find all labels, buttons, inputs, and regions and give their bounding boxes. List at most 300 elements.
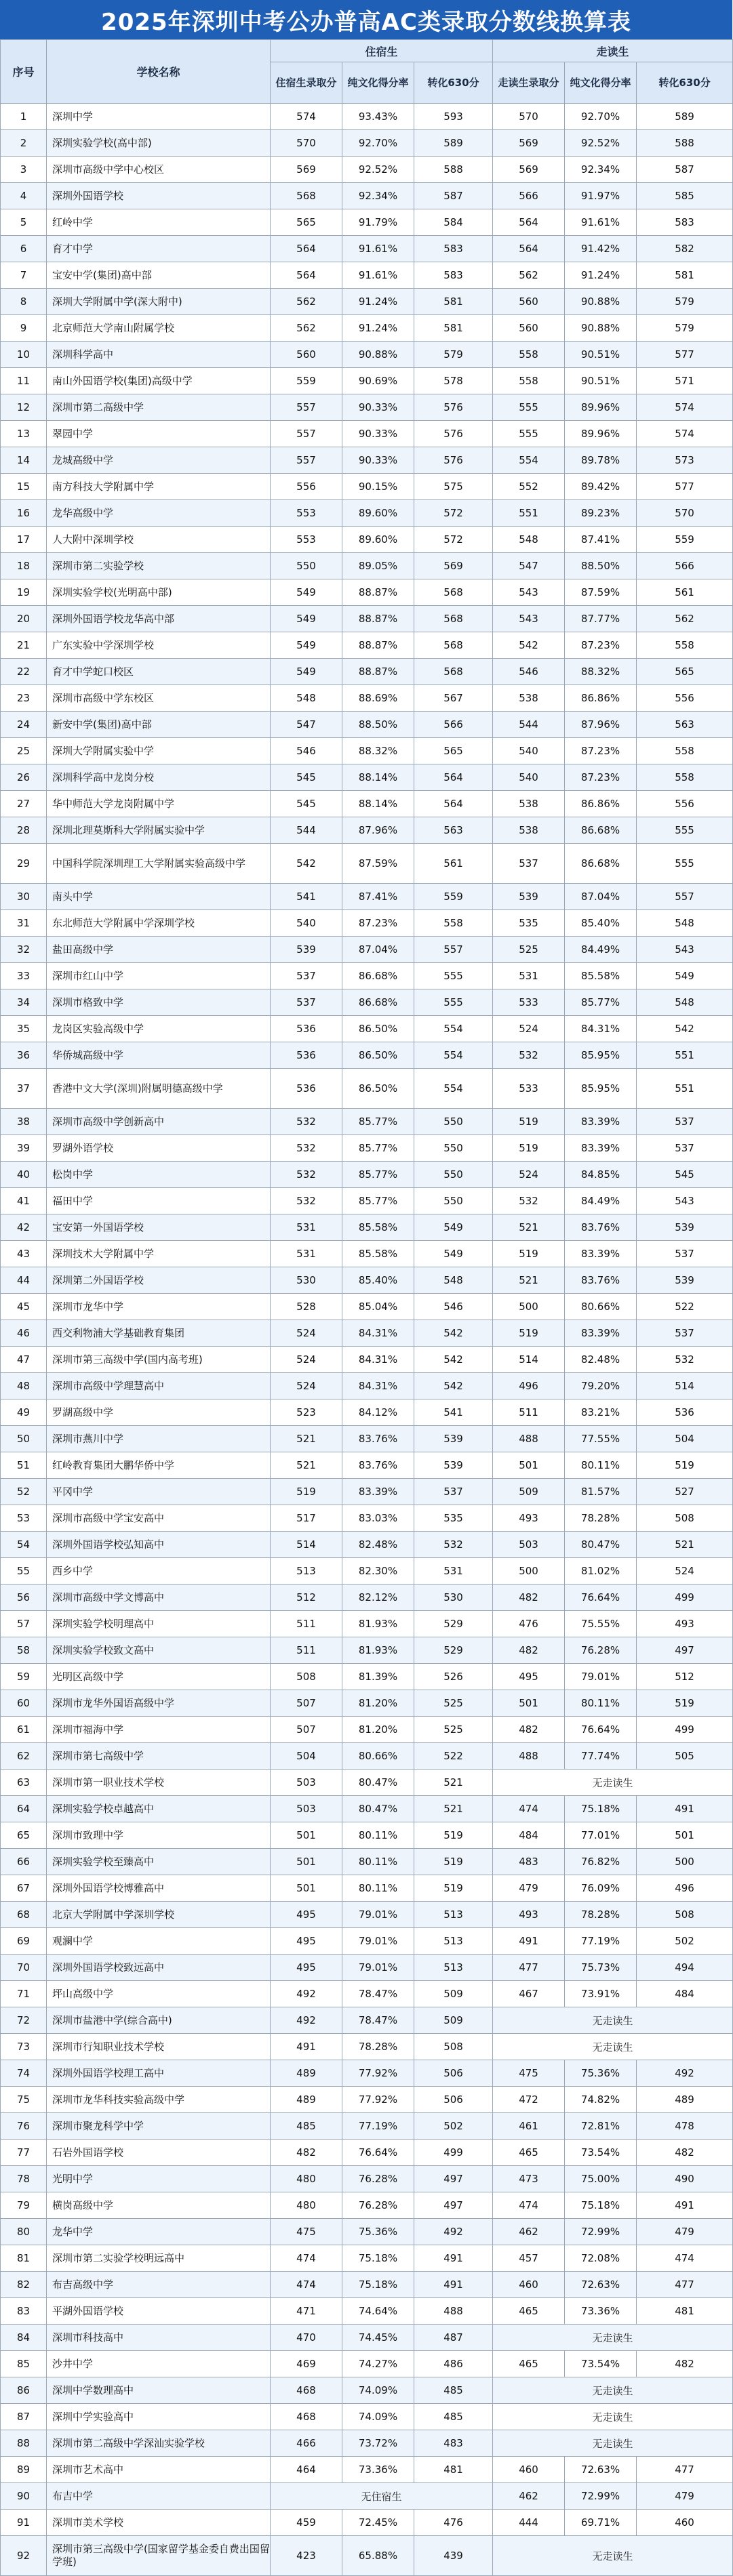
cell-boarding-score: 553 (271, 500, 342, 527)
cell-boarding-convert: 483 (414, 2430, 493, 2457)
table-row (1, 289, 733, 315)
cell-boarding-score: 539 (271, 937, 342, 963)
cell-day-rate: 90.88% (565, 315, 637, 342)
cell-boarding-convert: 525 (414, 1690, 493, 1717)
cell-day-convert: 581 (637, 262, 733, 289)
school-name: 深圳北理莫斯科大学附属实验中学 (52, 823, 205, 836)
cell-boarding-convert: 485 (414, 2377, 493, 2404)
table-row (1, 2192, 733, 2219)
cell-boarding-rate: 93.43% (342, 104, 414, 130)
cell-boarding-score: 480 (271, 2166, 342, 2192)
school-name: 深圳大学附属实验中学 (52, 744, 155, 757)
cell-boarding-convert: 492 (414, 2219, 493, 2245)
cell-boarding-score: 492 (271, 1981, 342, 2007)
table-row (1, 421, 733, 447)
school-name: 广东实验中学深圳学校 (52, 638, 155, 651)
cell-day-score: 483 (493, 1849, 565, 1875)
school-name: 深圳市第二高级中学深汕实验学校 (52, 2436, 205, 2449)
school-name: 石岩外国语学校 (52, 2146, 124, 2159)
cell-day-convert: 577 (637, 342, 733, 368)
cell-day-rate: 83.39% (565, 1241, 637, 1267)
school-name: 深圳市聚龙科学中学 (52, 2119, 144, 2132)
cell-day-convert: 543 (637, 1188, 733, 1214)
cell-school (47, 1690, 271, 1717)
table-row (1, 1267, 733, 1294)
cell-boarding-score: 471 (271, 2298, 342, 2325)
cell-boarding-score: 507 (271, 1717, 342, 1743)
school-name: 深圳科学高中 (52, 348, 114, 361)
table-row (1, 2087, 733, 2113)
table-row (1, 104, 733, 130)
cell-day-rate: 83.39% (565, 1320, 637, 1347)
table-row (1, 1042, 733, 1069)
cell-day-convert: 566 (637, 553, 733, 579)
cell-school (47, 1928, 271, 1955)
cell-boarding-score: 568 (271, 183, 342, 209)
cell-no: 54 (1, 1532, 47, 1558)
cell-boarding-score: 521 (271, 1452, 342, 1479)
school-name: 深圳外国语学校 (52, 189, 124, 202)
cell-boarding-score: 532 (271, 1162, 342, 1188)
cell-boarding-rate: 77.92% (342, 2060, 414, 2087)
cell-day-rate: 72.08% (565, 2245, 637, 2272)
cell-boarding-score: 549 (271, 659, 342, 685)
cell-boarding-rate: 86.68% (342, 989, 414, 1016)
cell-no: 66 (1, 1849, 47, 1875)
cell-no: 78 (1, 2166, 47, 2192)
cell-boarding-score: 547 (271, 712, 342, 738)
cell-school (47, 130, 271, 157)
cell-school (47, 659, 271, 685)
cell-day-score: 547 (493, 553, 565, 579)
cell-school (47, 1241, 271, 1267)
table-row (1, 1717, 733, 1743)
cell-boarding-convert: 439 (414, 2536, 493, 2576)
cell-day-rate: 87.59% (565, 579, 637, 606)
cell-boarding-score: 501 (271, 1849, 342, 1875)
cell-boarding-rate: 80.66% (342, 1743, 414, 1770)
school-name: 人大附中深圳学校 (52, 533, 134, 546)
school-name: 深圳中学数理高中 (52, 2384, 134, 2396)
table-row (1, 1241, 733, 1267)
table-row (1, 1426, 733, 1452)
cell-boarding-convert: 564 (414, 764, 493, 791)
cell-day-convert: 558 (637, 632, 733, 659)
cell-no: 86 (1, 2377, 47, 2404)
cell-boarding-rate: 89.60% (342, 527, 414, 553)
cell-day-convert: 537 (637, 1320, 733, 1347)
cell-boarding-rate: 76.28% (342, 2192, 414, 2219)
cell-boarding-rate: 91.79% (342, 209, 414, 236)
school-name: 深圳市燕川中学 (52, 1432, 124, 1445)
cell-day-convert: 460 (637, 2510, 733, 2536)
cell-boarding-convert: 539 (414, 1452, 493, 1479)
cell-boarding-convert: 497 (414, 2166, 493, 2192)
cell-boarding-rate: 85.58% (342, 1214, 414, 1241)
cell-day-rate: 90.51% (565, 368, 637, 394)
cell-boarding-convert: 532 (414, 1532, 493, 1558)
cell-boarding-convert: 526 (414, 1664, 493, 1690)
cell-school (47, 2034, 271, 2060)
cell-boarding-convert: 539 (414, 1426, 493, 1452)
cell-boarding-score: 489 (271, 2087, 342, 2113)
cell-day-convert: 479 (637, 2219, 733, 2245)
cell-no: 10 (1, 342, 47, 368)
cell-boarding-rate: 81.20% (342, 1717, 414, 1743)
table-row (1, 1928, 733, 1955)
cell-boarding-score: 480 (271, 2192, 342, 2219)
school-name: 观澜中学 (52, 1934, 94, 1947)
cell-no: 55 (1, 1558, 47, 1585)
cell-no: 76 (1, 2113, 47, 2140)
cell-boarding-score: 514 (271, 1532, 342, 1558)
cell-boarding-rate: 74.27% (342, 2351, 414, 2377)
cell-school (47, 1042, 271, 1069)
cell-boarding-score: 531 (271, 1214, 342, 1241)
cell-boarding-rate: 90.88% (342, 342, 414, 368)
cell-school (47, 1770, 271, 1796)
cell-boarding-convert: 485 (414, 2404, 493, 2430)
cell-boarding-score: 548 (271, 685, 342, 712)
cell-school (47, 963, 271, 989)
cell-boarding-score: 491 (271, 2034, 342, 2060)
cell-day-rate: 87.23% (565, 764, 637, 791)
cell-day-score: 460 (493, 2272, 565, 2298)
table-row (1, 130, 733, 157)
cell-boarding-rate: 86.50% (342, 1016, 414, 1042)
cell-school (47, 1347, 271, 1373)
cell-boarding-score: 559 (271, 368, 342, 394)
cell-day-rate: 91.24% (565, 262, 637, 289)
cell-boarding-rate: 81.20% (342, 1690, 414, 1717)
cell-boarding-convert: 529 (414, 1611, 493, 1637)
cell-day-score: 519 (493, 1241, 565, 1267)
cell-day-rate: 72.99% (565, 2483, 637, 2510)
cell-school (47, 2140, 271, 2166)
cell-school (47, 2219, 271, 2245)
table-row (1, 2007, 733, 2034)
cell-no: 65 (1, 1822, 47, 1849)
table-row (1, 2377, 733, 2404)
cell-school (47, 1399, 271, 1426)
table-row (1, 963, 733, 989)
cell-day-rate: 83.39% (565, 1109, 637, 1135)
cell-day-convert: 539 (637, 1267, 733, 1294)
cell-day-rate: 92.34% (565, 157, 637, 183)
table-row (1, 712, 733, 738)
cell-boarding-rate: 65.88% (342, 2536, 414, 2576)
cell-boarding-rate: 74.09% (342, 2377, 414, 2404)
school-name: 深圳市美术学校 (52, 2516, 124, 2529)
cell-day-rate: 76.64% (565, 1717, 637, 1743)
cell-boarding-score: 517 (271, 1505, 342, 1532)
cell-boarding-convert: 588 (414, 157, 493, 183)
school-name: 深圳市红山中学 (52, 969, 124, 982)
school-name: 新安中学(集团)高中部 (52, 718, 152, 731)
cell-day-score: 560 (493, 315, 565, 342)
school-name: 西乡中学 (52, 1564, 94, 1577)
cell-school (47, 2113, 271, 2140)
cell-day-convert: 563 (637, 712, 733, 738)
cell-boarding-score: 501 (271, 1822, 342, 1849)
cell-boarding-rate: 85.77% (342, 1135, 414, 1162)
cell-school (47, 1532, 271, 1558)
school-name: 深圳市福海中学 (52, 1723, 124, 1736)
cell-day-rate: 87.23% (565, 632, 637, 659)
no-day-note: 无走读生 (493, 2404, 733, 2430)
cell-no: 35 (1, 1016, 47, 1042)
cell-boarding-score: 531 (271, 1241, 342, 1267)
cell-boarding-convert: 550 (414, 1188, 493, 1214)
cell-day-score: 546 (493, 659, 565, 685)
table-row (1, 1902, 733, 1928)
school-name: 深圳市艺术高中 (52, 2463, 124, 2476)
cell-no: 23 (1, 685, 47, 712)
table-row (1, 2060, 733, 2087)
cell-day-score: 554 (493, 447, 565, 474)
cell-no: 53 (1, 1505, 47, 1532)
cell-boarding-convert: 566 (414, 712, 493, 738)
cell-boarding-rate: 72.45% (342, 2510, 414, 2536)
cell-boarding-score: 468 (271, 2377, 342, 2404)
cell-no: 18 (1, 553, 47, 579)
cell-school (47, 342, 271, 368)
cell-boarding-score: 474 (271, 2272, 342, 2298)
cell-day-score: 472 (493, 2087, 565, 2113)
cell-boarding-rate: 81.93% (342, 1637, 414, 1664)
cell-day-convert: 588 (637, 130, 733, 157)
cell-boarding-rate: 76.28% (342, 2166, 414, 2192)
cell-day-convert: 491 (637, 2192, 733, 2219)
cell-boarding-rate: 82.48% (342, 1532, 414, 1558)
table-row (1, 2219, 733, 2245)
cell-school (47, 2404, 271, 2430)
cell-no: 59 (1, 1664, 47, 1690)
cell-boarding-rate: 78.47% (342, 2007, 414, 2034)
cell-day-rate: 80.11% (565, 1690, 637, 1717)
cell-day-score: 569 (493, 157, 565, 183)
cell-boarding-score: 560 (271, 342, 342, 368)
cell-no: 37 (1, 1069, 47, 1109)
cell-boarding-convert: 583 (414, 262, 493, 289)
cell-day-score: 535 (493, 910, 565, 937)
no-day-note: 无走读生 (493, 2536, 733, 2576)
table-row (1, 500, 733, 527)
cell-day-rate: 75.18% (565, 2192, 637, 2219)
cell-boarding-rate: 83.39% (342, 1479, 414, 1505)
cell-day-score: 538 (493, 791, 565, 817)
cell-day-score: 462 (493, 2483, 565, 2510)
cell-day-rate: 90.88% (565, 289, 637, 315)
cell-school (47, 1875, 271, 1902)
cell-day-score: 457 (493, 2245, 565, 2272)
cell-day-rate: 86.86% (565, 685, 637, 712)
cell-boarding-convert: 581 (414, 289, 493, 315)
school-name: 宝安中学(集团)高中部 (52, 268, 152, 281)
cell-no: 22 (1, 659, 47, 685)
cell-no: 28 (1, 817, 47, 844)
cell-day-score: 474 (493, 2192, 565, 2219)
cell-boarding-convert: 529 (414, 1637, 493, 1664)
table-row (1, 1532, 733, 1558)
school-name: 平湖外国语学校 (52, 2304, 124, 2317)
cell-no: 19 (1, 579, 47, 606)
cell-day-score: 560 (493, 289, 565, 315)
table-row (1, 791, 733, 817)
cell-no: 62 (1, 1743, 47, 1770)
cell-school (47, 1637, 271, 1664)
table-row (1, 2457, 733, 2483)
school-name: 盐田高级中学 (52, 943, 114, 956)
table-row (1, 884, 733, 910)
cell-boarding-score: 470 (271, 2325, 342, 2351)
school-name: 深圳市高级中学宝安高中 (52, 1511, 165, 1524)
table-row (1, 1188, 733, 1214)
cell-day-score: 488 (493, 1743, 565, 1770)
cell-boarding-rate: 88.69% (342, 685, 414, 712)
cell-day-convert: 577 (637, 474, 733, 500)
cell-boarding-rate: 79.01% (342, 1928, 414, 1955)
cell-boarding-convert: 502 (414, 2113, 493, 2140)
cell-day-rate: 87.04% (565, 884, 637, 910)
cell-day-score: 562 (493, 262, 565, 289)
cell-school (47, 368, 271, 394)
table-row (1, 817, 733, 844)
cell-boarding-score: 557 (271, 447, 342, 474)
cell-no: 6 (1, 236, 47, 262)
school-name: 深圳实验学校卓越高中 (52, 1802, 155, 1815)
cell-boarding-convert: 542 (414, 1347, 493, 1373)
cell-boarding-convert: 499 (414, 2140, 493, 2166)
cell-day-score: 444 (493, 2510, 565, 2536)
school-name: 华侨城高级中学 (52, 1048, 124, 1061)
cell-boarding-convert: 506 (414, 2060, 493, 2087)
cell-boarding-score: 553 (271, 527, 342, 553)
cell-school (47, 1214, 271, 1241)
table-row (1, 937, 733, 963)
table-row (1, 157, 733, 183)
school-name: 罗湖外语学校 (52, 1141, 114, 1154)
cell-boarding-score: 524 (271, 1347, 342, 1373)
cell-no: 29 (1, 844, 47, 884)
cell-boarding-score: 574 (271, 104, 342, 130)
table-row (1, 2351, 733, 2377)
cell-boarding-score: 495 (271, 1902, 342, 1928)
cell-school (47, 1505, 271, 1532)
cell-boarding-convert: 487 (414, 2325, 493, 2351)
school-name: 龙华高级中学 (52, 506, 114, 519)
cell-boarding-convert: 587 (414, 183, 493, 209)
cell-boarding-convert: 567 (414, 685, 493, 712)
school-name: 罗湖高级中学 (52, 1406, 114, 1418)
school-name: 坪山高级中学 (52, 1987, 114, 2000)
cell-boarding-score: 557 (271, 394, 342, 421)
cell-boarding-convert: 555 (414, 989, 493, 1016)
cell-day-score: 462 (493, 2219, 565, 2245)
cell-school (47, 2483, 271, 2510)
table-row (1, 1796, 733, 1822)
cell-boarding-score: 523 (271, 1399, 342, 1426)
cell-boarding-convert: 546 (414, 1294, 493, 1320)
cell-day-convert: 519 (637, 1690, 733, 1717)
cell-boarding-convert: 557 (414, 937, 493, 963)
cell-boarding-rate: 77.19% (342, 2113, 414, 2140)
table-row (1, 394, 733, 421)
cell-day-score: 491 (493, 1928, 565, 1955)
cell-school (47, 1162, 271, 1188)
cell-boarding-rate: 90.15% (342, 474, 414, 500)
cell-no: 26 (1, 764, 47, 791)
cell-day-score: 509 (493, 1479, 565, 1505)
cell-no: 72 (1, 2007, 47, 2034)
cell-boarding-rate: 91.61% (342, 236, 414, 262)
cell-boarding-score: 564 (271, 236, 342, 262)
cell-school (47, 579, 271, 606)
cell-boarding-convert: 576 (414, 421, 493, 447)
cell-boarding-rate: 85.77% (342, 1162, 414, 1188)
no-day-note: 无走读生 (493, 2034, 733, 2060)
cell-school (47, 474, 271, 500)
cell-day-rate: 82.48% (565, 1347, 637, 1373)
cell-school (47, 989, 271, 1016)
cell-day-convert: 492 (637, 2060, 733, 2087)
header-day-group: 走读生 (493, 40, 733, 62)
table-row (1, 447, 733, 474)
cell-boarding-convert: 554 (414, 1016, 493, 1042)
cell-boarding-rate: 73.72% (342, 2430, 414, 2457)
cell-day-convert: 587 (637, 157, 733, 183)
table-row (1, 632, 733, 659)
cell-boarding-score: 511 (271, 1611, 342, 1637)
cell-no: 27 (1, 791, 47, 817)
cell-day-score: 493 (493, 1902, 565, 1928)
cell-boarding-convert: 554 (414, 1042, 493, 1069)
cell-no: 30 (1, 884, 47, 910)
cell-boarding-rate: 74.64% (342, 2298, 414, 2325)
cell-boarding-convert: 575 (414, 474, 493, 500)
cell-no: 60 (1, 1690, 47, 1717)
cell-day-score: 544 (493, 712, 565, 738)
cell-boarding-score: 537 (271, 989, 342, 1016)
cell-boarding-rate: 75.36% (342, 2219, 414, 2245)
cell-no: 38 (1, 1109, 47, 1135)
cell-no: 85 (1, 2351, 47, 2377)
cell-no: 47 (1, 1347, 47, 1373)
cell-boarding-rate: 78.47% (342, 1981, 414, 2007)
cell-school (47, 183, 271, 209)
table-row (1, 315, 733, 342)
cell-school (47, 527, 271, 553)
cell-boarding-rate: 92.52% (342, 157, 414, 183)
cell-school (47, 157, 271, 183)
cell-day-score: 461 (493, 2113, 565, 2140)
cell-day-score: 465 (493, 2140, 565, 2166)
cell-no: 13 (1, 421, 47, 447)
table-row (1, 1479, 733, 1505)
cell-boarding-score: 537 (271, 963, 342, 989)
cell-day-convert: 579 (637, 289, 733, 315)
cell-boarding-convert: 572 (414, 527, 493, 553)
cell-no: 41 (1, 1188, 47, 1214)
cell-boarding-convert: 488 (414, 2298, 493, 2325)
cell-boarding-rate: 79.01% (342, 1902, 414, 1928)
cell-boarding-convert: 521 (414, 1796, 493, 1822)
cell-day-convert: 548 (637, 989, 733, 1016)
table-row (1, 1135, 733, 1162)
table-row (1, 1016, 733, 1042)
cell-boarding-rate: 82.30% (342, 1558, 414, 1585)
cell-boarding-convert: 561 (414, 844, 493, 884)
